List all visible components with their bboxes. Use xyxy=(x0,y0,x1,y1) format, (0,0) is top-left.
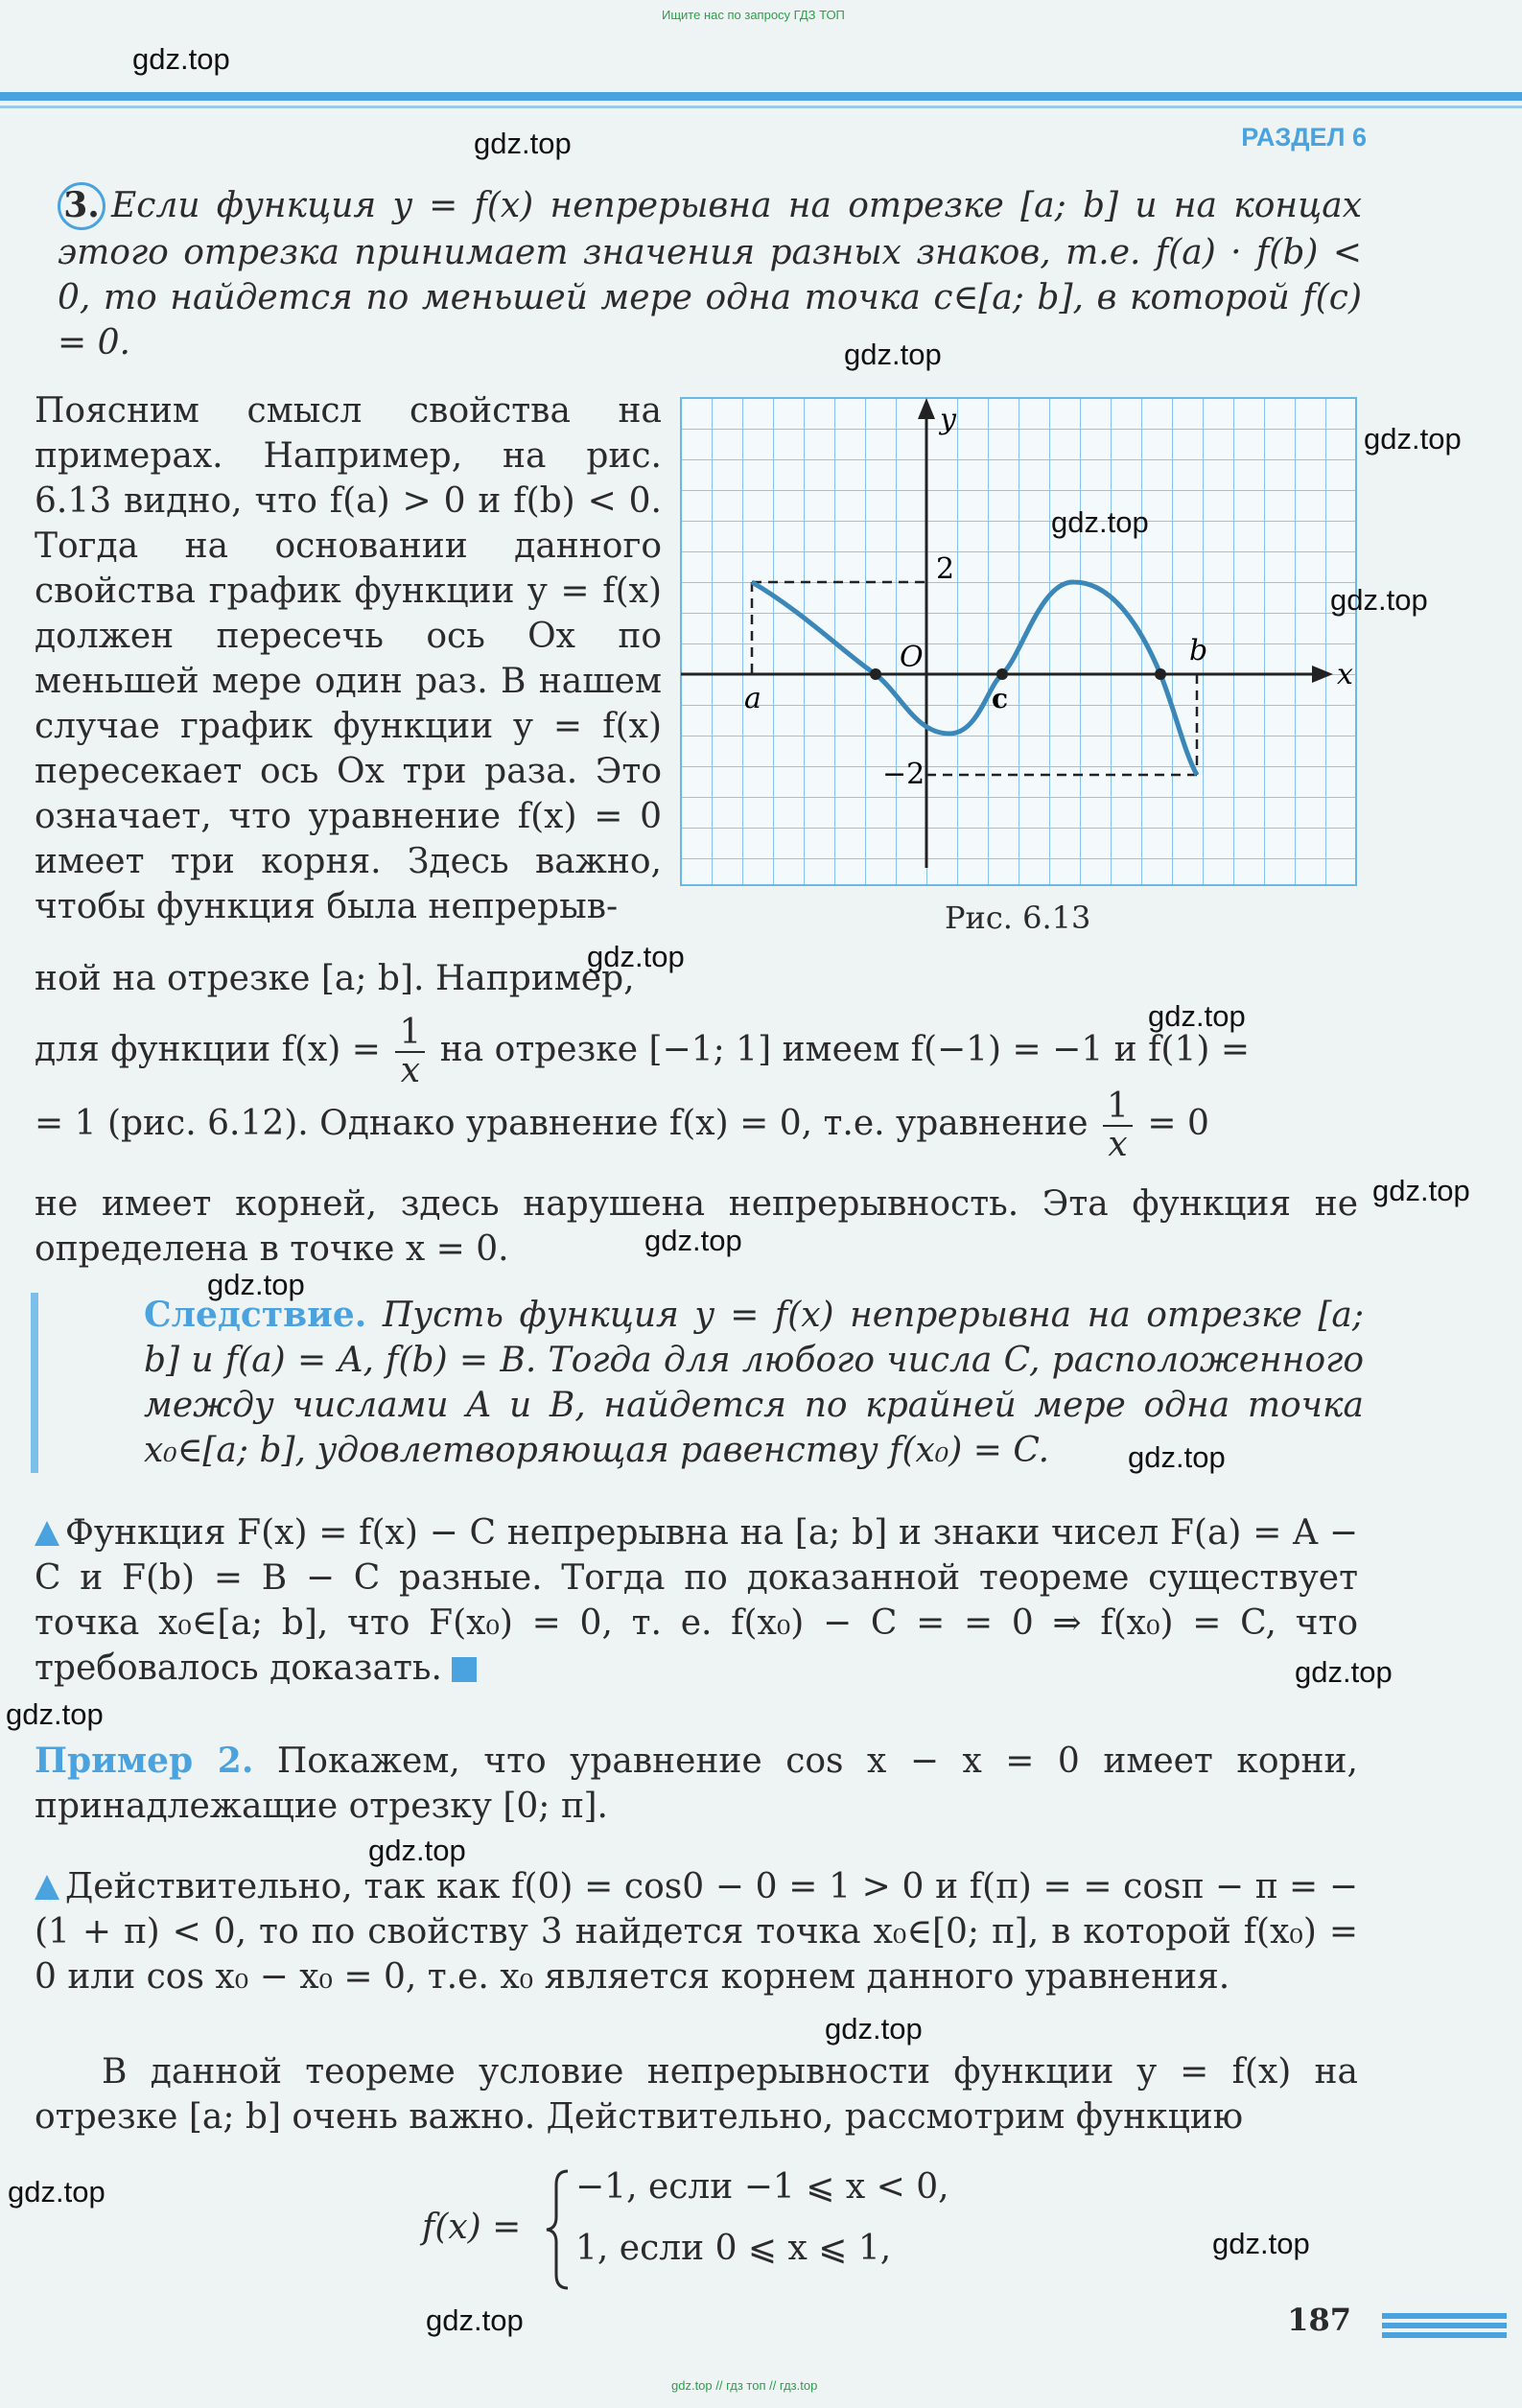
fraction-1-over-x xyxy=(395,1015,425,1089)
closing-paragraph: В данной теореме условие непрерывности функции y = f(x) на отрезке [a; b] очень важно. Действительно, рассмотрим функцию xyxy=(35,2052,1358,2137)
watermark: gdz.top xyxy=(1128,1440,1226,1474)
explanation-left: Поясним смысл свойства на примерах. Например, на рис. 6.13 видно, что f(a) > 0 и f(b) < 0. Тогда на основании данного свойства график функции y = f(x) должен пересечь ось Ox по меньшей мере один раз. В нашем случае график функции y = f(x) пересекает ось Ox три раза. Это означает, что уравнение f(x) = 0 имеет три корня. Здесь важно, чтобы функция была непрерыв- xyxy=(35,391,662,926)
page-bar xyxy=(1382,2323,1507,2328)
watermark: gdz.top xyxy=(587,940,685,973)
proof-1 xyxy=(35,1510,1358,1691)
proof-2 xyxy=(35,1864,1358,1999)
explanation-tail: не имеет корней, здесь нарушена непрерывность. Эта функция не определена в точке x = 0. xyxy=(35,1184,1358,1269)
header-note: Ищите нас по запросу ГДЗ ТОП xyxy=(662,8,845,22)
watermark: gdz.top xyxy=(1372,1174,1470,1207)
fraction-numerator: 1 xyxy=(1103,1088,1133,1127)
watermark: gdz.top xyxy=(1148,999,1246,1033)
label-c: c xyxy=(992,683,1009,714)
watermark: gdz.top xyxy=(644,1224,742,1257)
example-2-text: Покажем, что уравнение cos x − x = 0 имеет корни, принадлежащие отрезку [0; π]. xyxy=(35,1742,1358,1826)
qed-icon xyxy=(452,1657,477,1682)
label-2: 2 xyxy=(936,552,955,586)
fraction-denominator: x xyxy=(1108,1125,1128,1164)
watermark: gdz.top xyxy=(1330,583,1428,617)
watermark: gdz.top xyxy=(825,2012,923,2046)
example-2-title: Пример 2. xyxy=(35,1741,254,1781)
label-a: a xyxy=(744,682,761,715)
theorem-text: Если функция y = f(x) непрерывна на отрезке [a; b] и на концах этого отрезка принимает значения разных знаков, т.е. f(a) · f(b) < 0, то найдется по меньшей мере одна точка c∈[a; b], в которой f(c) = 0. xyxy=(58,186,1362,362)
fraction-1-over-x-2 xyxy=(1103,1088,1133,1163)
figure-caption: Рис. 6.13 xyxy=(945,900,1091,936)
watermark: gdz.top xyxy=(6,1697,104,1731)
page-bar xyxy=(1382,2332,1507,2338)
proof-1-text: Функция F(x) = f(x) − C непрерывна на [a; b] и знаки чисел F(a) = A − C и F(b) = B − C разные. Тогда по доказанной теореме существует точка x₀∈[a; b], что F(x₀) = 0, т. е. f(x₀) − C = = 0 ⇒ f(x₀) = C, что требовалось доказать. xyxy=(35,1513,1358,1688)
piecewise-case-1: −1, если −1 ⩽ x < 0, xyxy=(575,2167,949,2207)
eq-line-b: = 0 xyxy=(1147,1104,1209,1143)
explanation-cont: ной на отрезке [a; b]. Например, xyxy=(35,959,635,998)
watermark: gdz.top xyxy=(1295,1655,1393,1689)
page-bar xyxy=(1382,2313,1507,2319)
watermark: gdz.top xyxy=(1364,422,1462,456)
label-minus2: −2 xyxy=(882,758,925,791)
watermark: gdz.top xyxy=(1212,2227,1310,2260)
watermark: gdz.top xyxy=(368,1834,466,1867)
proof-start-icon xyxy=(35,1521,59,1546)
piecewise-case-2: 1, если 0 ⩽ x ⩽ 1, xyxy=(575,2229,892,2268)
figure-6-13 xyxy=(671,379,1362,897)
eq-line-a: = 1 (рис. 6.12). Однако уравнение f(x) = 0, т.е. уравнение xyxy=(35,1104,1089,1143)
watermark: gdz.top xyxy=(132,42,230,76)
section-title: РАЗДЕЛ 6 xyxy=(1241,123,1367,152)
watermark: gdz.top xyxy=(426,2303,524,2337)
func-line-b: на отрезке [−1; 1] имеем f(−1) = −1 и f(1) = xyxy=(439,1030,1251,1069)
example-2 xyxy=(35,1739,1358,1829)
label-x: x xyxy=(1337,658,1353,691)
root-point-2 xyxy=(996,668,1008,680)
watermark: gdz.top xyxy=(207,1268,305,1301)
page-number: 187 xyxy=(1287,2302,1351,2338)
fraction-denominator: x xyxy=(400,1051,421,1090)
watermark: gdz.top xyxy=(1051,505,1149,539)
footer-note: gdz.top // гдз топ // гдз.top xyxy=(671,2378,818,2393)
theorem-number: 3. xyxy=(58,182,105,230)
theorem-3 xyxy=(58,182,1362,365)
brace-icon xyxy=(545,2167,574,2292)
label-y: y xyxy=(940,403,956,436)
corollary-text: Пусть функция y = f(x) непрерывна на отрезке [a; b] и f(a) = A, f(b) = B. Тогда для любого числа C, расположенного между числами A и B, найдется по крайней мере одна точка x₀∈[a; b], удовлетворяющая равенству f(x₀) = C. xyxy=(144,1296,1364,1470)
explanation-eq-line xyxy=(35,1088,1358,1163)
proof-start-icon xyxy=(35,1875,59,1900)
watermark: gdz.top xyxy=(8,2175,105,2209)
watermark: gdz.top xyxy=(844,338,942,371)
watermark: gdz.top xyxy=(474,127,572,160)
header-rule-thin xyxy=(0,105,1522,108)
proof-2-text: Действительно, так как f(0) = cos0 − 0 = 1 > 0 и f(π) = = cosπ − π = − (1 + π) < 0, то по свойству 3 найдется точка x₀∈[0; π], в которой f(x₀) = 0 или cos x₀ − x₀ = 0, т.е. x₀ является корнем данного уравнения. xyxy=(35,1867,1358,1997)
corollary-title: Следствие. xyxy=(144,1295,367,1335)
label-b: b xyxy=(1189,634,1208,667)
label-origin: O xyxy=(900,641,924,674)
header-rule xyxy=(0,92,1522,101)
piecewise-lhs: f(x) = xyxy=(422,2208,522,2247)
root-point-3 xyxy=(1155,668,1166,680)
fraction-numerator: 1 xyxy=(395,1015,425,1053)
func-line-a: для функции f(x) = xyxy=(35,1030,381,1069)
root-point-1 xyxy=(870,668,881,680)
